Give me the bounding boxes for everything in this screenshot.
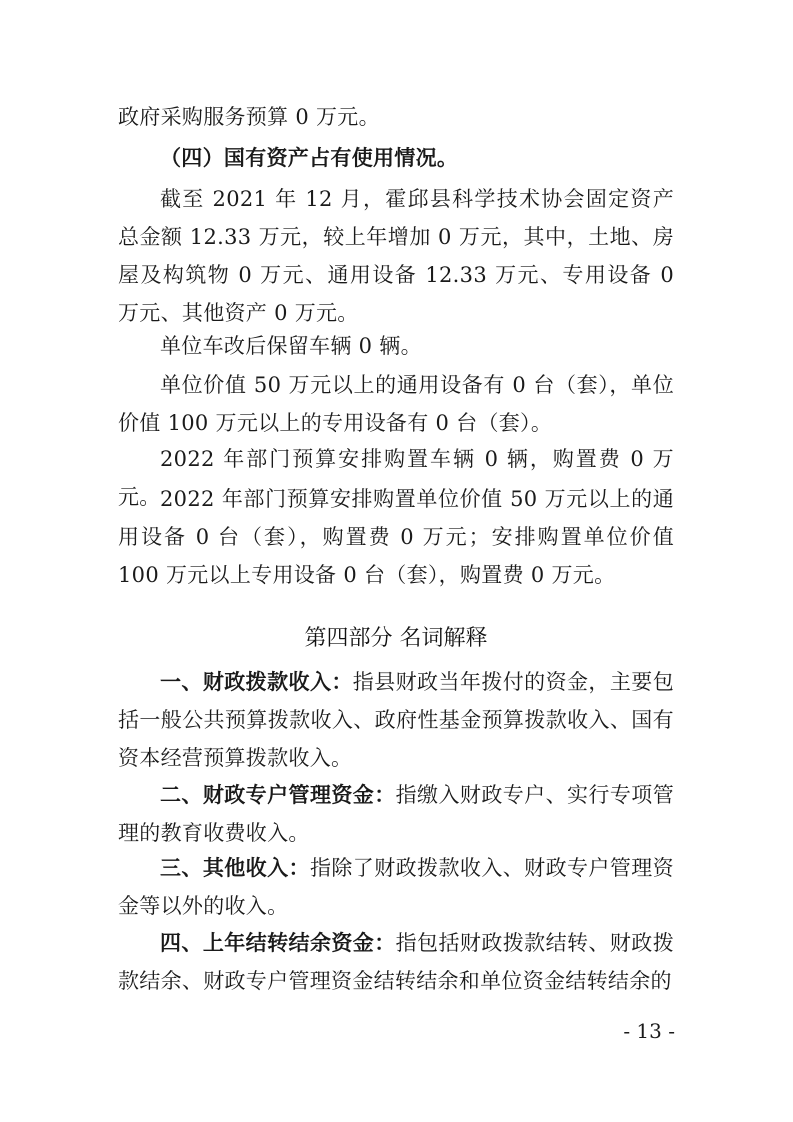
paragraph-equipment-value: 单位价值 50 万元以上的通用设备有 0 台（套），单位价值 100 万元以上的专用设备有 0 台（套）。 bbox=[118, 373, 674, 435]
section-heading-glossary: 第四部分 名词解释 bbox=[304, 626, 488, 651]
definition-text: 指包括财政拨款结转、财政拨款结余、财政专户管理资金结转结余和单位资金结转结余的 bbox=[118, 931, 674, 993]
definition-other-income bbox=[118, 849, 674, 925]
definition-term: 一、财政拨款收入： bbox=[160, 670, 353, 694]
paragraph-retained-vehicles: 单位车改后保留车辆 0 辆。 bbox=[160, 334, 422, 358]
definition-carryover-funds bbox=[118, 924, 674, 1000]
paragraph-vehicle-purchase: 2022 年部门预算安排购置车辆 0 辆，购置费 0 万元。 bbox=[118, 447, 674, 509]
definition-special-account-funds bbox=[118, 776, 674, 852]
definition-term: 三、其他收入： bbox=[160, 856, 310, 880]
definition-fiscal-appropriation bbox=[118, 663, 674, 777]
definition-text: 指县财政当年拨付的资金，主要包括一般公共预算拨款收入、政府性基金预算拨款收入、国有资本经营预算拨款收入。 bbox=[118, 670, 674, 770]
subheading-state-assets: （四）国有资产占有使用情况。 bbox=[160, 145, 459, 170]
definition-text: 指缴入财政专户、实行专项管理的教育收费收入。 bbox=[118, 783, 674, 845]
paragraph-equipment-purchase: 2022 年部门预算安排购置单位价值 50 万元以上的通用设备 0 台（套），购置费 0 万元；安排购置单位价值 100 万元以上专用设备 0 台（套），购置费 0 万元。 bbox=[118, 487, 674, 587]
definition-text: 指除了财政拨款收入、财政专户管理资金等以外的收入。 bbox=[118, 856, 674, 918]
page-number: - 13 - bbox=[623, 1019, 675, 1043]
definition-term: 四、上年结转结余资金： bbox=[160, 931, 396, 955]
paragraph-fixed-assets: 截至 2021 年 12 月，霍邱县科学技术协会固定资产总金额 12.33 万元，较上年增加 0 万元，其中，土地、房屋及构筑物 0 万元、通用设备 12.33 万元、专用设备 0 万元、其他资产 0 万元。 bbox=[118, 187, 674, 325]
definition-term: 二、财政专户管理资金： bbox=[160, 783, 396, 807]
paragraph-procurement-services: 政府采购服务预算 0 万元。 bbox=[118, 105, 380, 129]
